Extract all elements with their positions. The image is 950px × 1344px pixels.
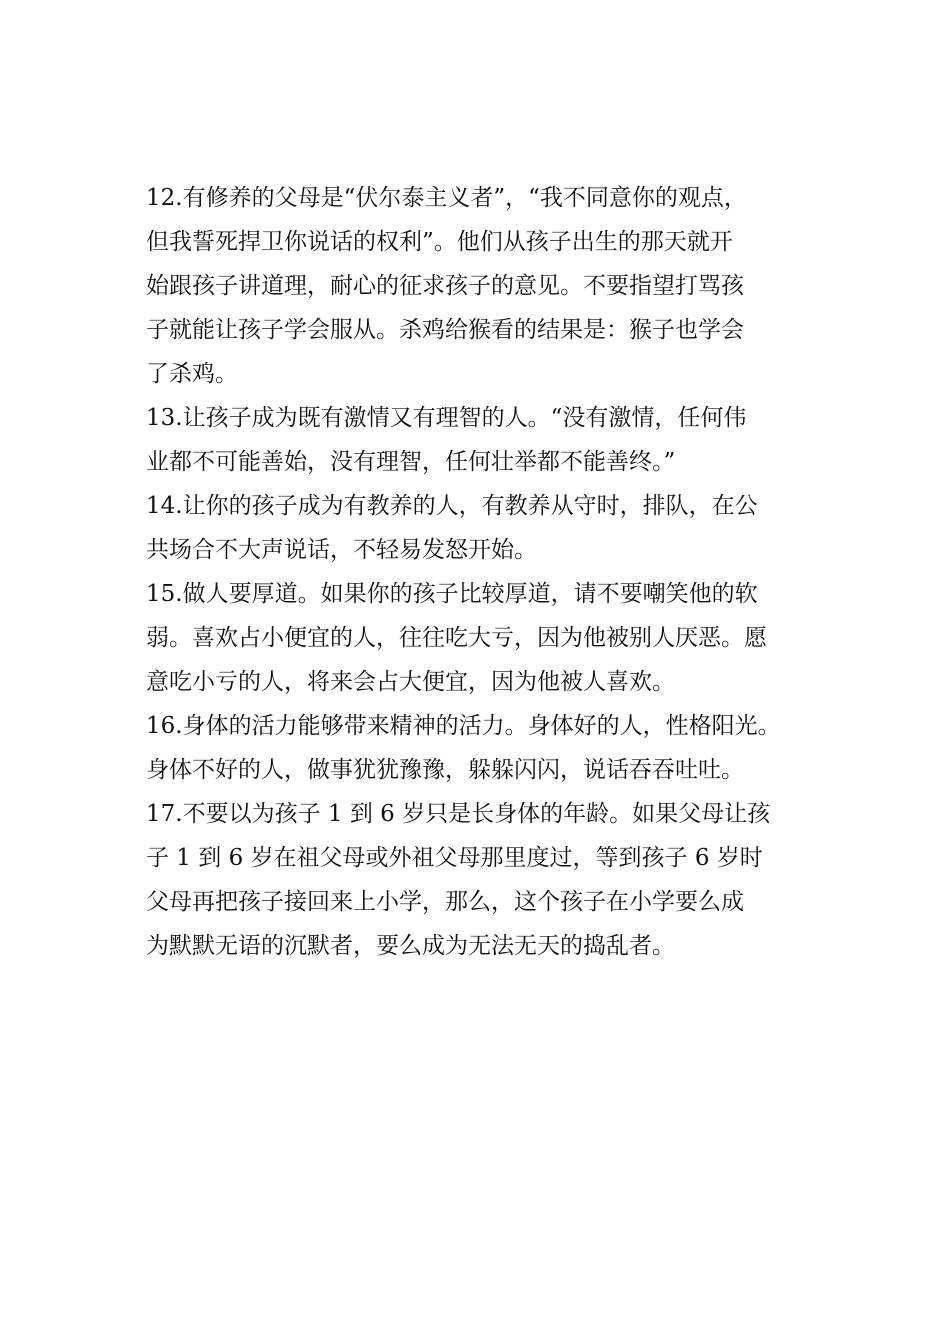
text-line: 12.有修养的父母是“伏尔泰主义者”，“我不同意你的观点， xyxy=(146,185,747,211)
text-line: 父母再把孩子接回来上小学，那么，这个孩子在小学要么成 xyxy=(146,889,744,915)
text-line: 为默默无语的沉默者，要么成为无法无天的捣乱者。 xyxy=(146,933,675,959)
text-line: 始跟孩子讲道理，耐心的征求孩子的意见。不要指望打骂孩 xyxy=(146,273,744,299)
document-body xyxy=(146,176,836,968)
text-line: 业都不可能善始，没有理智，任何壮举都不能善终。” xyxy=(146,449,676,475)
text-line: 弱。喜欢占小便宜的人，往往吃大亏，因为他被别人厌恶。愿 xyxy=(146,625,767,651)
text-line: 17.不要以为孩子 1 到 6 岁只是长身体的年龄。如果父母让孩 xyxy=(146,801,771,827)
text-line: 16.身体的活力能够带来精神的活力。身体好的人，性格阳光。 xyxy=(146,713,781,739)
text-line: 了杀鸡。 xyxy=(146,361,238,387)
text-line: 共场合不大声说话，不轻易发怒开始。 xyxy=(146,537,537,563)
text-line: 子就能让孩子学会服从。杀鸡给猴看的结果是：猴子也学会 xyxy=(146,317,744,343)
text-line: 子 1 到 6 岁在祖父母或外祖父母那里度过，等到孩子 6 岁时 xyxy=(146,845,763,871)
text-line: 身体不好的人，做事犹犹豫豫，躲躲闪闪，说话吞吞吐吐。 xyxy=(146,757,744,783)
text-line: 意吃小亏的人，将来会占大便宜，因为他被人喜欢。 xyxy=(146,669,675,695)
text-line: 14.让你的孩子成为有教养的人，有教养从守时，排队，在公 xyxy=(146,493,758,519)
text-line: 但我誓死捍卫你说话的权利”。他们从孩子出生的那天就开 xyxy=(146,229,733,255)
text-line: 13.让孩子成为既有激情又有理智的人。“没有激情，任何伟 xyxy=(146,405,747,431)
text-line: 15.做人要厚道。如果你的孩子比较厚道，请不要嘲笑他的软 xyxy=(146,581,758,607)
